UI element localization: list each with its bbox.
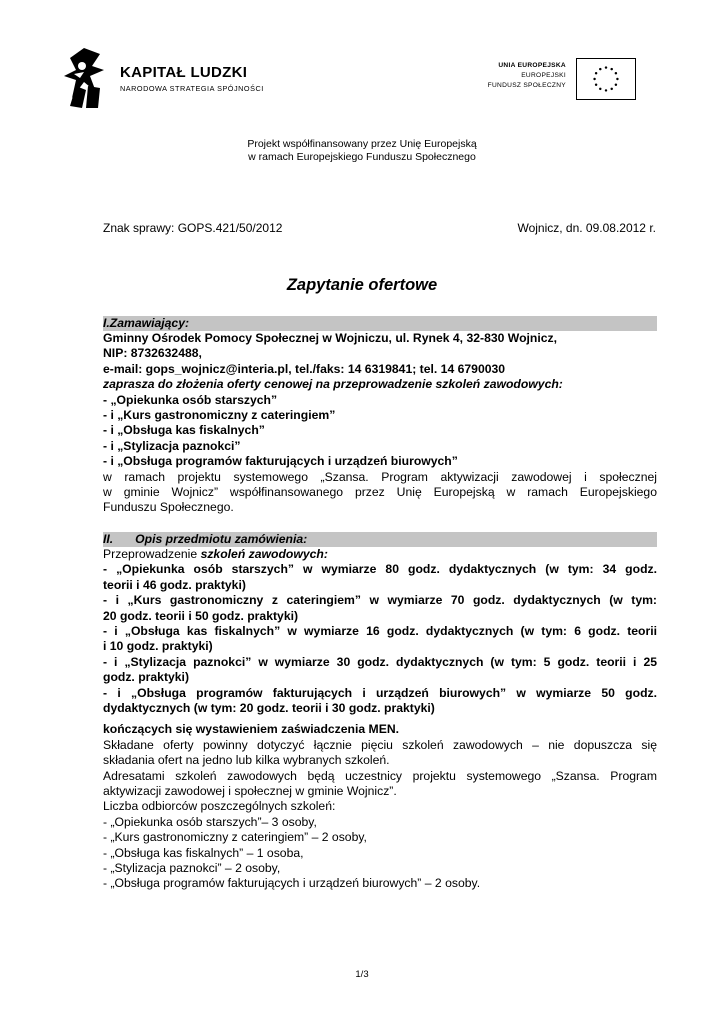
reference-row <box>103 221 656 235</box>
eu-star-icon <box>605 66 607 68</box>
certificate-note: kończących się wystawieniem zaświadczenia MEN. <box>103 722 400 737</box>
participants-heading: Liczba odbiorców poszczególnych szkoleń: <box>103 799 336 814</box>
project-line-3: Funduszu Społecznego. <box>103 500 234 515</box>
case-number: Znak sprawy: GOPS.421/50/2012 <box>103 221 283 235</box>
list-item: - „Opiekunka osób starszych” <box>103 392 278 407</box>
training-item-line: - i „Obsługa programów fakturujących i urządzeń biurowych” w wymiarze 50 godz. <box>103 685 657 700</box>
eu-star-icon <box>595 72 597 74</box>
kl-subtitle: NARODOWA STRATEGIA SPÓJNOŚCI <box>120 84 264 93</box>
cofinance-line-2: w ramach Europejskiego Funduszu Społecznego <box>248 151 476 163</box>
place-date: Wojnicz, dn. 09.08.2012 r. <box>517 221 656 235</box>
section-1-heading: I.Zamawiający: <box>103 316 657 331</box>
eu-line-3: FUNDUSZ SPOŁECZNY <box>487 82 566 89</box>
training-item-line: - i „Kurs gastronomiczny z cateringiem” w wymiarze 70 godz. dydaktycznych (w tym: <box>103 593 657 608</box>
eu-flag-icon <box>576 58 636 100</box>
eu-line-2: EUROPEJSKI <box>521 72 566 79</box>
section-2-title: Opis przedmiotu zamówienia: <box>135 531 308 546</box>
training-item-line: - „Opiekunka osób starszych” w wymiarze 80 godz. dydaktycznych (w tym: 34 godz. <box>103 562 657 577</box>
page-number: 1/3 <box>355 969 369 980</box>
kl-title: KAPITAŁ LUDZKI <box>120 64 248 81</box>
list-item: - i „Kurs gastronomiczny z cateringiem” <box>103 408 336 423</box>
intro-emphasis: szkoleń zawodowych: <box>200 546 328 561</box>
participant-count-item: - „Obsługa kas fiskalnych” – 1 osoba, <box>103 845 304 860</box>
eu-star-icon <box>615 72 617 74</box>
participant-count-item: - „Opiekunka osób starszych”– 3 osoby, <box>103 814 317 829</box>
orderer-contact: e-mail: gops_wojnicz@interia.pl, tel./faks: 14 6319841; tel. 14 6790030 <box>103 361 506 376</box>
training-item-line: i 10 godz. praktyki) <box>103 639 213 654</box>
project-line-2: w gminie Wojnicz” współfinansowanego przez Unię Europejską w ramach Europejskiego <box>103 485 657 500</box>
eu-star-icon <box>593 78 595 80</box>
document-body <box>103 316 657 892</box>
document-title: Zapytanie ofertowe <box>286 276 438 294</box>
orderer-nip: NIP: 8732632488, <box>103 346 202 361</box>
eu-star-icon <box>599 68 601 70</box>
recipients-line-1: Adresatami szkoleń zawodowych będą uczestnicy projektu systemowego „Szansa. Program <box>103 768 657 783</box>
eu-star-icon <box>599 88 601 90</box>
training-item-line: godz. praktyki) <box>103 670 190 685</box>
participant-count-item: - „Obsługa programów fakturujących i urządzeń biurowych” – 2 osoby. <box>103 876 481 891</box>
invitation-text: zaprasza do złożenia oferty cenowej na przeprowadzenie szkoleń zawodowych: <box>103 377 563 392</box>
training-item-line: - i „Stylizacja paznokci” w wymiarze 30 godz. dydaktycznych (w tym: 5 godz. teorii i 25 <box>103 654 657 669</box>
training-item-line: teorii i 46 godz. praktyki) <box>103 577 246 592</box>
list-item: - i „Obsługa programów fakturujących i urządzeń biurowych” <box>103 454 458 469</box>
eu-star-icon <box>610 68 612 70</box>
training-item-line: - i „Obsługa kas fiskalnych” w wymiarze 16 godz. dydaktycznych (w tym: 6 godz. teorii <box>103 623 657 638</box>
offer-rule-line-2: składania ofert na jedno lub kilka wybranych szkoleń. <box>103 753 390 768</box>
section-2-heading <box>103 532 657 547</box>
section-2-number: II. <box>103 531 114 546</box>
project-line-1: w ramach projektu systemowego „Szansa. Program aktywizacji zawodowej i społecznej <box>103 469 657 484</box>
eu-star-icon <box>615 83 617 85</box>
cofinance-line-1: Projekt współfinansowany przez Unię Europejską <box>247 138 477 150</box>
participant-count-item: - „Kurs gastronomiczny z cateringiem” – 2 osoby, <box>103 830 367 845</box>
training-item-line: dydaktycznych (w tym: 20 godz. teorii i 30 godz. praktyki) <box>103 700 435 715</box>
cofinance-note <box>0 138 724 164</box>
offer-rule-line-1: Składane oferty powinny dotyczyć łącznie pięciu szkoleń zawodowych – nie dopuszcza się <box>103 737 657 752</box>
intro-plain: Przeprowadzenie <box>103 546 201 561</box>
eu-line-1: UNIA EUROPEJSKA <box>498 62 566 69</box>
participant-count-item: - „Stylizacja paznokci” – 2 osoby, <box>103 861 281 875</box>
eu-star-icon <box>605 89 607 91</box>
orderer-name: Gminny Ośrodek Pomocy Społecznej w Wojniczu, ul. Rynek 4, 32-830 Wojnicz, <box>103 331 557 345</box>
recipients-line-2: aktywizacji zawodowej i społecznej w gminie Wojnicz”. <box>103 783 397 798</box>
section-2-intro <box>103 547 657 562</box>
eu-star-icon <box>616 78 618 80</box>
kapital-ludzki-logo <box>62 46 272 110</box>
training-item-line: 20 godz. teorii i 50 godz. praktyki) <box>103 608 299 623</box>
eu-text <box>488 61 566 91</box>
eu-star-icon <box>610 88 612 90</box>
eu-star-icon <box>595 83 597 85</box>
eu-logo <box>478 58 636 102</box>
list-item: - i „Obsługa kas fiskalnych” <box>103 423 265 438</box>
kapital-ludzki-star-icon <box>62 46 112 110</box>
list-item: - i „Stylizacja paznokci” <box>103 438 241 453</box>
